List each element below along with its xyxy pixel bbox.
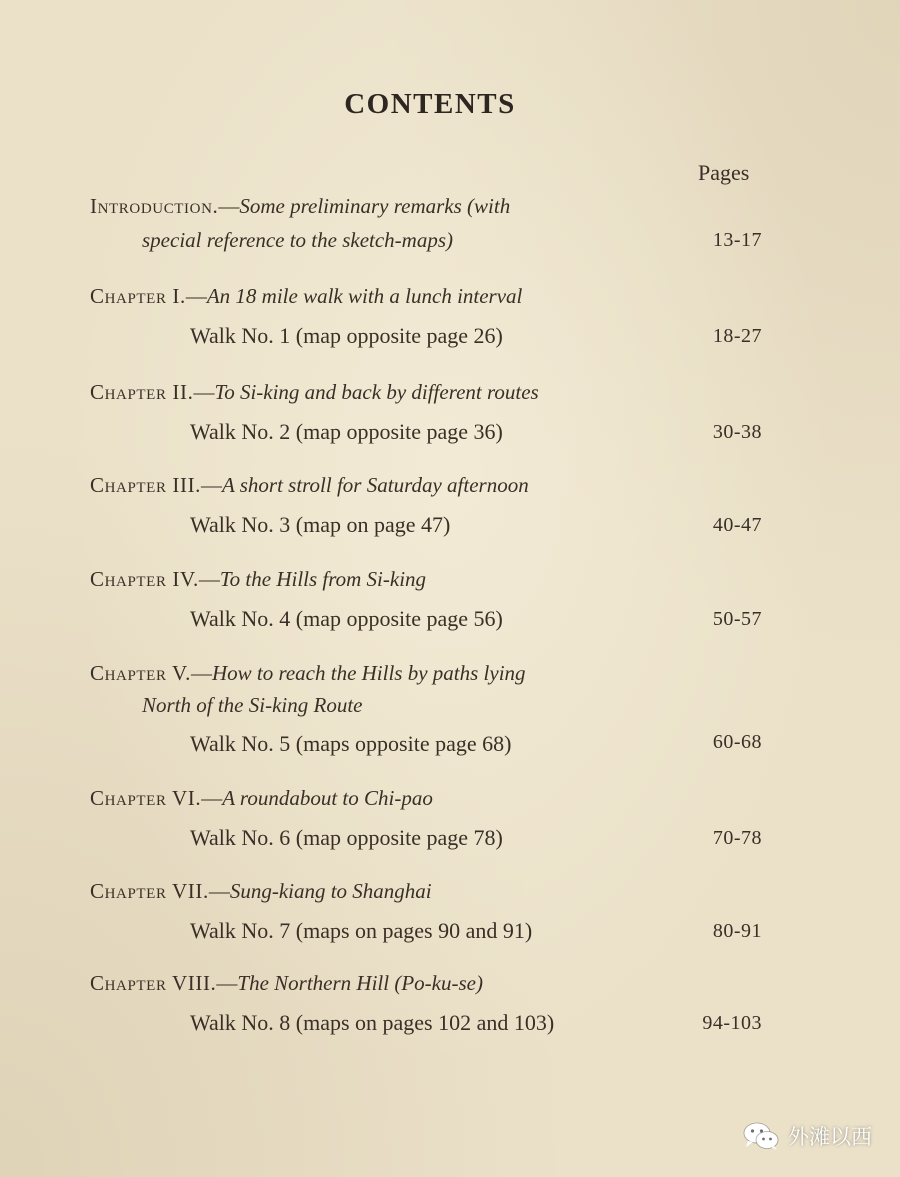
entry-walk: Walk No. 2 (map opposite page 36): [190, 419, 503, 444]
entry-subtitle: A short stroll for Saturday afternoon: [222, 473, 529, 497]
wechat-icon: [742, 1121, 780, 1151]
entry-heading: Chapter VIII.: [90, 971, 217, 995]
entry-heading: Introduction.: [90, 194, 219, 218]
watermark: [742, 1121, 872, 1151]
entry-subtitle: Some preliminary remarks (with: [239, 194, 511, 218]
entry-heading: Chapter I.: [90, 284, 186, 308]
entry-heading: Chapter VII.: [90, 879, 209, 903]
entry-subtitle-cont: special reference to the sketch-maps): [142, 228, 453, 252]
entry-dash: —: [193, 380, 215, 404]
entry-dash: —: [218, 194, 240, 218]
watermark-text: 外滩以西: [788, 1125, 872, 1149]
entry-dash: —: [208, 879, 230, 903]
entry-walk: Walk No. 5 (maps opposite page 68): [190, 731, 512, 756]
entry-pages: 70-78: [712, 827, 762, 849]
entry-pages: 30-38: [712, 421, 762, 443]
entry-dash: —: [201, 786, 223, 810]
entry-walk: Walk No. 8 (maps on pages 102 and 103): [190, 1010, 555, 1035]
entry-pages: 50-57: [712, 608, 762, 630]
entry-subtitle: How to reach the Hills by paths lying: [211, 661, 526, 685]
entry-walk: Walk No. 6 (map opposite page 78): [190, 825, 503, 850]
entry-heading: Chapter IV.: [90, 567, 199, 591]
entry-heading: Chapter VI.: [90, 786, 202, 810]
entry-pages: 18-27: [712, 325, 762, 347]
entry-dash: —: [201, 473, 223, 497]
pages-column-header: Pages: [698, 160, 750, 185]
entry-pages: 80-91: [712, 920, 762, 942]
entry-pages: 94-103: [702, 1012, 762, 1034]
entry-subtitle: A roundabout to Chi-pao: [222, 786, 433, 810]
entry-pages: 40-47: [712, 514, 762, 536]
entry-subtitle: Sung-kiang to Shanghai: [229, 879, 432, 903]
entry-walk: Walk No. 7 (maps on pages 90 and 91): [190, 918, 533, 943]
entry-walk: Walk No. 3 (map on page 47): [190, 512, 451, 537]
entry-subtitle: An 18 mile walk with a lunch interval: [206, 284, 523, 308]
entry-walk: Walk No. 1 (map opposite page 26): [190, 323, 503, 348]
entry-dash: —: [216, 971, 238, 995]
entry-subtitle: To Si-king and back by different routes: [214, 380, 539, 404]
entry-subtitle-cont: North of the Si-king Route: [142, 693, 363, 717]
entry-dash: —: [185, 284, 207, 308]
entry-walk: Walk No. 4 (map opposite page 56): [190, 606, 503, 631]
entry-heading: Chapter III.: [90, 473, 202, 497]
entry-pages: 60-68: [712, 731, 762, 753]
entry-heading: Chapter II.: [90, 380, 194, 404]
page-title: CONTENTS: [344, 88, 516, 120]
entry-heading: Chapter V.: [90, 661, 191, 685]
entry-dash: —: [190, 661, 212, 685]
entry-subtitle: To the Hills from Si-king: [219, 567, 427, 591]
entry-dash: —: [198, 567, 220, 591]
entry-pages: 13-17: [712, 229, 762, 251]
entry-subtitle: The Northern Hill (Po-ku-se): [237, 971, 483, 995]
